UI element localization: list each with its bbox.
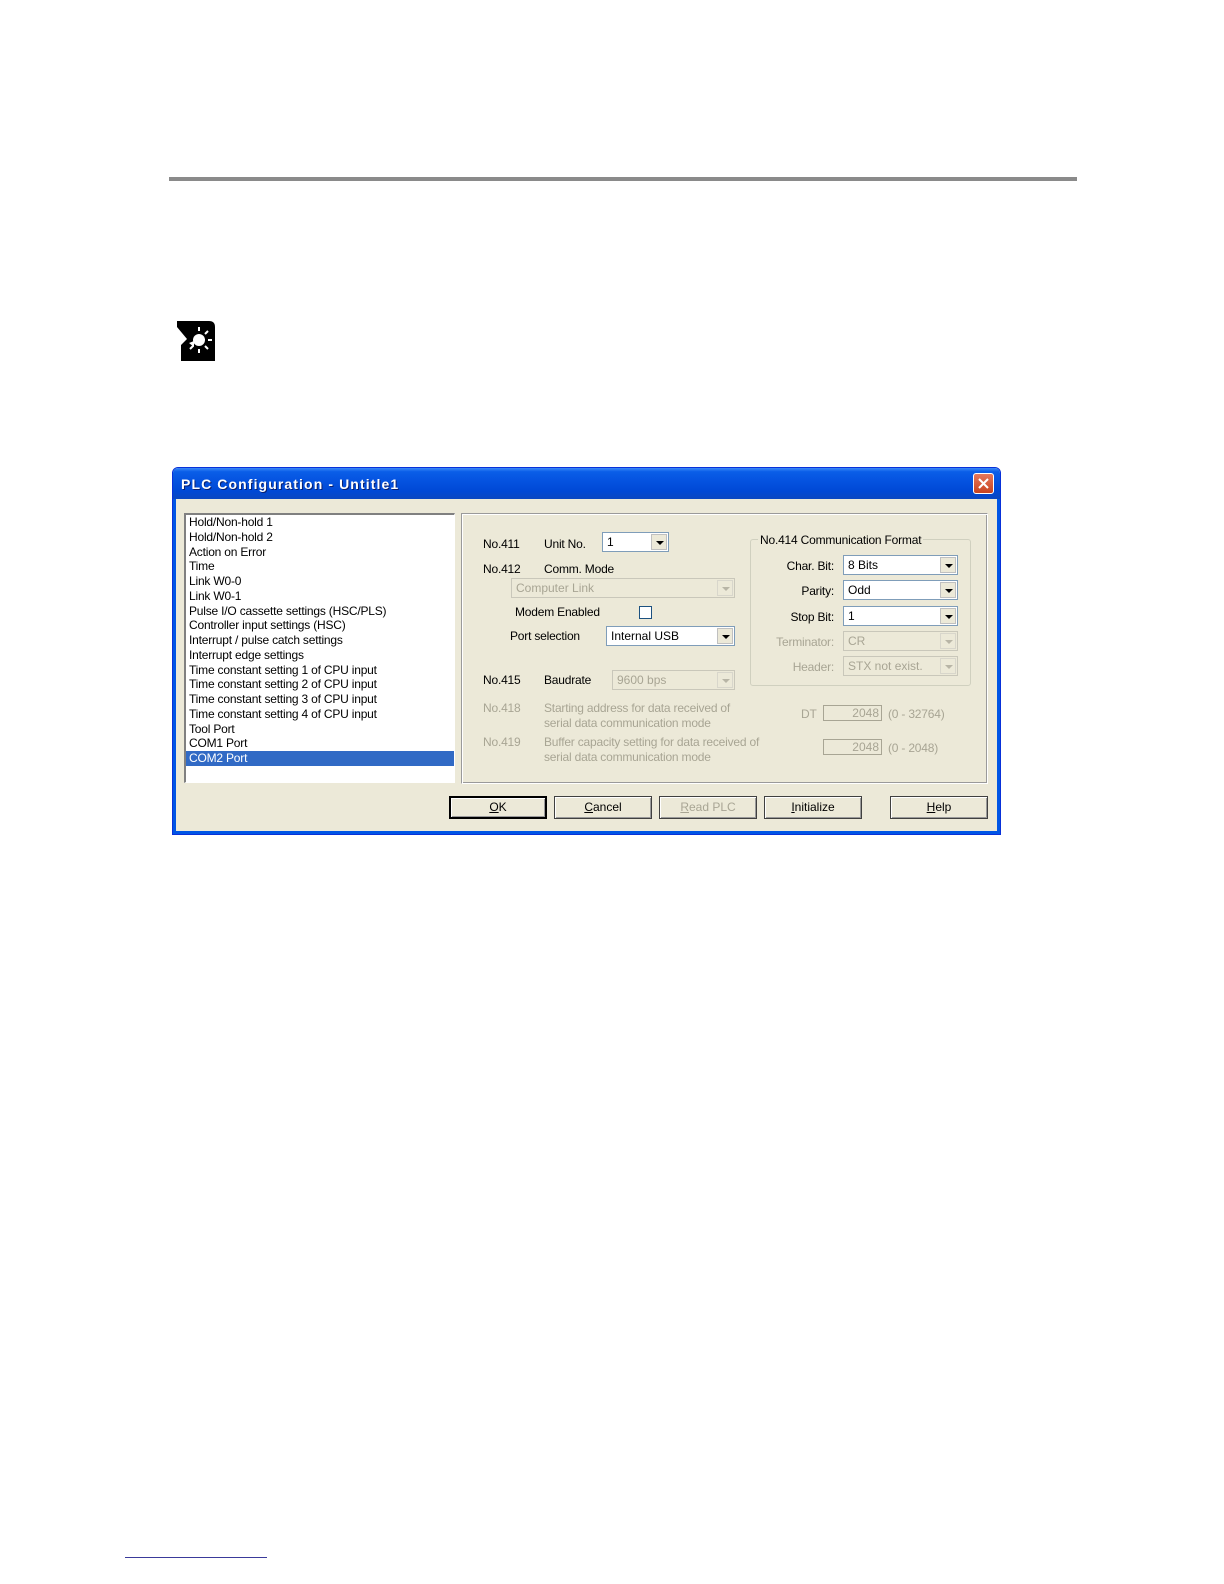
terminator-dropdown: [843, 631, 958, 651]
parity-dropdown[interactable]: [843, 580, 958, 600]
unit-no-value: 1: [607, 535, 614, 549]
list-item[interactable]: Hold/Non-hold 2: [189, 529, 273, 544]
section-divider: [169, 177, 1077, 181]
terminator-label: Terminator:: [776, 635, 834, 649]
tip-lightbulb-icon: [177, 321, 217, 361]
list-item[interactable]: Pulse I/O cassette settings (HSC/PLS): [189, 603, 387, 618]
dropdown-arrow-icon[interactable]: [940, 557, 956, 573]
list-item[interactable]: Hold/Non-hold 1: [189, 515, 273, 529]
parity-label: Parity:: [801, 584, 834, 598]
header-label: Header:: [792, 660, 834, 674]
list-item[interactable]: Action on Error: [189, 544, 267, 559]
port-selection-value: Internal USB: [611, 629, 680, 643]
plc-configuration-dialog: [172, 467, 1001, 835]
parity-value: Odd: [848, 583, 871, 597]
stop-bit-value: 1: [848, 609, 855, 623]
cancel-button[interactable]: Cancel: [554, 796, 652, 819]
list-item[interactable]: Time constant setting 3 of CPU input: [189, 692, 377, 706]
port-selection-label: Port selection: [510, 629, 580, 643]
buffer-capacity-field: 2048: [823, 739, 882, 755]
start-address-field: 2048: [823, 705, 882, 721]
ok-button[interactable]: OK: [449, 796, 547, 819]
buffer-capacity-range: (0 - 2048): [888, 741, 939, 755]
header-value: STX not exist.: [848, 659, 923, 673]
dropdown-arrow-icon[interactable]: [940, 608, 956, 624]
modem-enabled-checkbox[interactable]: [639, 606, 652, 619]
close-button[interactable]: [973, 473, 994, 494]
read-plc-button: Read PLC: [659, 796, 757, 819]
port-selection-dropdown[interactable]: [606, 626, 735, 646]
modem-enabled-label: Modem Enabled: [515, 605, 600, 619]
list-item[interactable]: COM2 Port: [186, 751, 454, 766]
list-item[interactable]: Time constant setting 2 of CPU input: [189, 677, 377, 692]
comm-mode-value: Computer Link: [516, 581, 595, 595]
initialize-button[interactable]: Initialize: [764, 796, 862, 819]
baudrate-label: Baudrate: [544, 673, 592, 687]
com2-settings-panel: [461, 513, 988, 784]
dropdown-arrow-icon[interactable]: [717, 628, 733, 644]
help-button[interactable]: Help: [890, 796, 988, 819]
param-no419: No.419: [483, 735, 521, 749]
dt-label: DT: [801, 707, 817, 721]
communication-format-title: No.414 Communication Format: [760, 533, 922, 547]
dropdown-arrow-icon[interactable]: [940, 582, 956, 598]
list-item[interactable]: Controller input settings (HSC): [189, 618, 346, 633]
start-address-label-line1: Starting address for data received of: [544, 701, 731, 715]
dropdown-arrow-icon: [940, 658, 956, 674]
char-bit-label: Char. Bit:: [786, 559, 834, 573]
title-bar[interactable]: [173, 468, 1000, 499]
list-item[interactable]: Time constant setting 1 of CPU input: [189, 662, 377, 677]
buffer-capacity-label-line2: serial data communication mode: [544, 750, 711, 764]
unit-no-label: Unit No.: [544, 537, 586, 551]
stop-bit-label: Stop Bit:: [790, 610, 834, 624]
comm-mode-label: Comm. Mode: [544, 562, 615, 576]
list-item[interactable]: COM1 Port: [189, 736, 248, 751]
char-bit-dropdown[interactable]: [843, 555, 958, 575]
param-no418: No.418: [483, 701, 521, 715]
footnote-rule: [125, 1557, 267, 1558]
dropdown-arrow-icon: [940, 633, 956, 649]
dropdown-arrow-icon: [717, 580, 733, 596]
start-address-range: (0 - 32764): [888, 707, 945, 721]
baudrate-value: 9600 bps: [617, 673, 667, 687]
baudrate-dropdown: [612, 670, 735, 690]
char-bit-value: 8 Bits: [848, 558, 879, 572]
dropdown-arrow-icon: [717, 672, 733, 688]
list-item[interactable]: Interrupt / pulse catch settings: [189, 633, 343, 647]
list-item[interactable]: Time: [189, 559, 215, 574]
list-item[interactable]: Link W0-0: [189, 574, 242, 588]
buffer-capacity-label-line1: Buffer capacity setting for data received of: [544, 735, 760, 749]
comm-mode-dropdown: [511, 578, 735, 598]
start-address-label-line2: serial data communication mode: [544, 716, 711, 730]
list-item[interactable]: Tool Port: [189, 721, 235, 736]
list-item[interactable]: Interrupt edge settings: [189, 647, 304, 662]
unit-no-dropdown[interactable]: [602, 532, 669, 552]
dropdown-arrow-icon[interactable]: [651, 534, 667, 550]
close-icon: [978, 478, 989, 489]
param-no412: No.412: [483, 562, 521, 576]
header-dropdown: [843, 656, 958, 676]
settings-list[interactable]: [184, 513, 455, 783]
dialog-title: PLC Configuration - Untitle1: [181, 476, 400, 492]
param-no411: No.411: [483, 537, 520, 551]
terminator-value: CR: [848, 634, 866, 648]
stop-bit-dropdown[interactable]: [843, 606, 958, 626]
list-item[interactable]: Link W0-1: [189, 588, 242, 603]
param-no415: No.415: [483, 673, 521, 687]
list-item[interactable]: Time constant setting 4 of CPU input: [189, 706, 377, 721]
